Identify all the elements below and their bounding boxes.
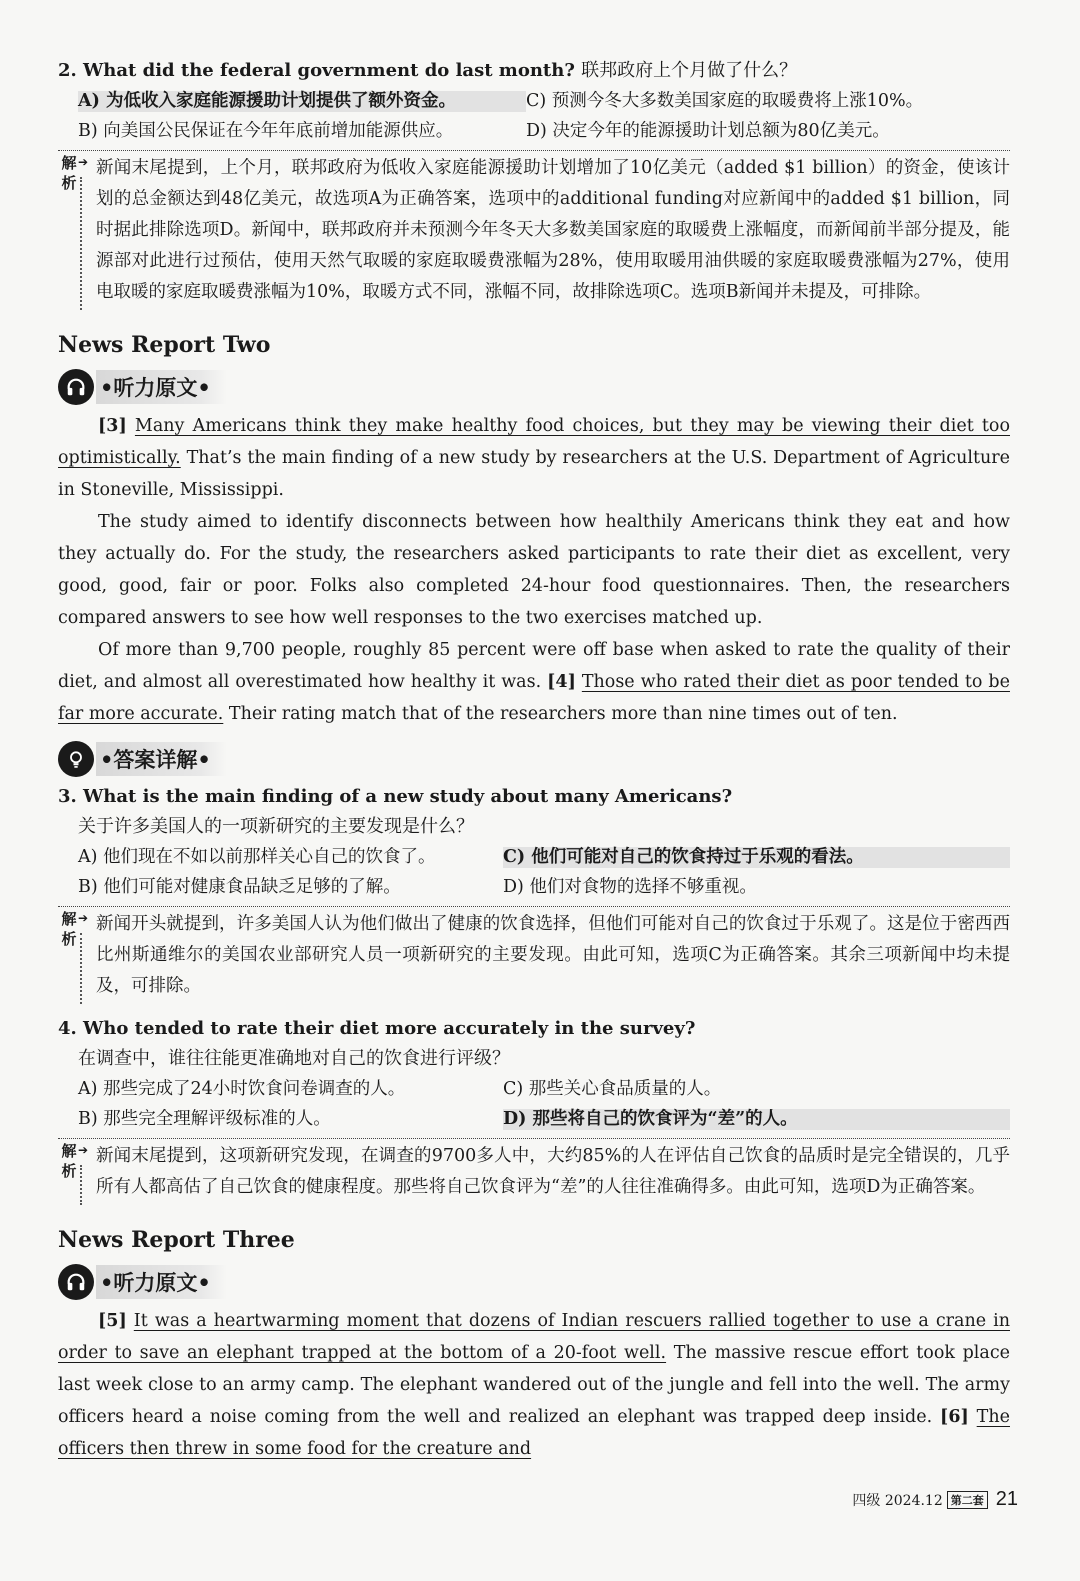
question-3-options bbox=[58, 842, 1010, 902]
q2-option-d: D) 决定今年的能源援助计划总额为80亿美元。 bbox=[526, 121, 890, 141]
page-content bbox=[58, 56, 1010, 1465]
transcript-paragraph: [3] Many Americans think they make healthy food choices, but they may be viewing their diet too optimistically. That’s the main finding of a new study by researchers at the U.S. Department of Agriculture in Stoneville, Mississippi. bbox=[58, 416, 1010, 500]
q2-analysis bbox=[58, 150, 1010, 314]
dotted-divider bbox=[80, 1165, 82, 1205]
question-4: 4. Who tended to rate their diet more accurately in the survey? bbox=[58, 1018, 696, 1039]
q3-option-c: C) 他们可能对自己的饮食持过于乐观的看法。 bbox=[503, 842, 1010, 872]
q2-option-a: A) 为低收入家庭能源援助计划提供了额外资金。 bbox=[78, 86, 526, 116]
listen-label: •听力原文• bbox=[96, 370, 227, 404]
q2-option-c: C) 预测今冬大多数美国家庭的取暖费将上涨10%。 bbox=[526, 91, 924, 111]
question-4-cn: 在调查中，谁往往能更准确地对自己的饮食进行评级？ bbox=[78, 1048, 510, 1069]
dotted-divider bbox=[80, 177, 82, 310]
q3-option-b: B) 他们可能对健康食品缺乏足够的了解。 bbox=[78, 877, 401, 897]
headphones-icon bbox=[58, 369, 94, 405]
arrow-icon: ➔ bbox=[78, 911, 89, 925]
question-3-cn: 关于许多美国人的一项新研究的主要发现是什么？ bbox=[78, 816, 474, 837]
q4-option-a: A) 那些完成了24小时饮食问卷调查的人。 bbox=[78, 1079, 406, 1099]
analysis-text: 新闻开头就提到，许多美国人认为他们做出了健康的饮食选择，但他们可能对自己的饮食过于乐观了。这是位于密西西比州斯通维尔的美国农业部研究人员一项新研究的主要发现。由此可知，选项C为正确答案。其余三项新闻中均未提及，可排除。 bbox=[96, 914, 1010, 996]
section-title: News Report Two bbox=[58, 332, 271, 358]
set-tag: 第二套 bbox=[947, 1491, 988, 1509]
q3-analysis bbox=[58, 906, 1010, 1008]
q3-option-d: D) 他们对食物的选择不够重视。 bbox=[503, 877, 757, 897]
question-3: 3. What is the main finding of a new study about many Americans? bbox=[58, 786, 733, 807]
question-2: 2. What did the federal government do last month? 联邦政府上个月做了什么？ bbox=[58, 60, 798, 81]
listen-badge bbox=[58, 1261, 1010, 1303]
lightbulb-icon bbox=[58, 741, 94, 777]
section-title: News Report Three bbox=[58, 1227, 295, 1253]
q4-option-c: C) 那些关心食品质量的人。 bbox=[503, 1079, 722, 1099]
q4-option-d: D) 那些将自己的饮食评为“差”的人。 bbox=[503, 1104, 1010, 1134]
issue-label: 四级 2024.12 bbox=[852, 1492, 943, 1509]
page-number: 21 bbox=[995, 1488, 1018, 1510]
listen-badge bbox=[58, 366, 1010, 408]
arrow-icon: ➔ bbox=[78, 1143, 89, 1157]
q2-option-b: B) 向美国公民保证在今年年底前增加能源供应。 bbox=[78, 121, 454, 141]
answer-badge bbox=[58, 738, 1010, 780]
q3-option-a: A) 他们现在不如以前那样关心自己的饮食了。 bbox=[78, 847, 436, 867]
question-2-options bbox=[58, 86, 1010, 146]
analysis-label: 解析 bbox=[61, 154, 77, 192]
analysis-text: 新闻末尾提到，上个月，联邦政府为低收入家庭能源援助计划增加了10亿美元（added $1 billion）的资金，使该计划的总金额达到48亿美元，故选项A为正确答案，选项中的additional funding对应新闻中的added $1 billion，同时据此排除选项D。新闻中，联邦政府并未预测今年冬天大多数美国家庭的取暖费上涨幅度，而新闻前半部分提及，能源部对此进行过预估，使用天然气取暖的家庭取暖费涨幅为28%，使用取暖用油供暖的家庭取暖费涨幅为27%，使用电取暖的家庭取暖费涨幅为10%，取暖方式不同，涨幅不同，故排除选项C。选项B新闻并未提及，可排除。 bbox=[96, 158, 1010, 302]
transcript-paragraph: The study aimed to identify disconnects between how healthily Americans think they eat and how they actually do. For the study, the researchers asked participants to rate their diet as excellent, very good, good, fair or poor. Folks also completed 24-hour food questionnaires. Then, the researchers compared answers to see how well responses to the two exercises matched up. bbox=[58, 512, 1010, 628]
page-footer bbox=[852, 1488, 1018, 1511]
dotted-divider bbox=[80, 933, 82, 1004]
transcript-paragraph: [5] It was a heartwarming moment that dozens of Indian rescuers rallied together to use a crane in order to save an elephant trapped at the bottom of a 20-foot well. The massive rescue effort took place last week close to an army camp. The elephant wandered out of the jungle and fell into the well. The army officers heard a noise coming from the well and realized an elephant was trapped deep inside. [6] The officers then threw in some food for the creature and bbox=[58, 1311, 1010, 1459]
q4-analysis bbox=[58, 1138, 1010, 1209]
q4-option-b: B) 那些完全理解评级标准的人。 bbox=[78, 1109, 331, 1129]
transcript-paragraph: Of more than 9,700 people, roughly 85 percent were off base when asked to rate the quality of their diet, and almost all overestimated how healthy it was. [4] Those who rated their diet as poor tended to be far more accurate. Their rating match that of the researchers more than nine times out of ten. bbox=[58, 640, 1010, 724]
arrow-icon: ➔ bbox=[78, 155, 89, 169]
question-4-options bbox=[58, 1074, 1010, 1134]
analysis-label: 解析 bbox=[61, 910, 77, 948]
listen-label: •听力原文• bbox=[96, 1265, 227, 1299]
headphones-icon bbox=[58, 1264, 94, 1300]
analysis-text: 新闻末尾提到，这项新研究发现，在调查的9700多人中，大约85%的人在评估自己饮食的品质时是完全错误的，几乎所有人都高估了自己饮食的健康程度。那些将自己饮食评为“差”的人往往准确得多。由此可知，选项D为正确答案。 bbox=[96, 1146, 1010, 1197]
analysis-label: 解析 bbox=[61, 1142, 77, 1180]
answer-label: •答案详解• bbox=[96, 742, 227, 776]
